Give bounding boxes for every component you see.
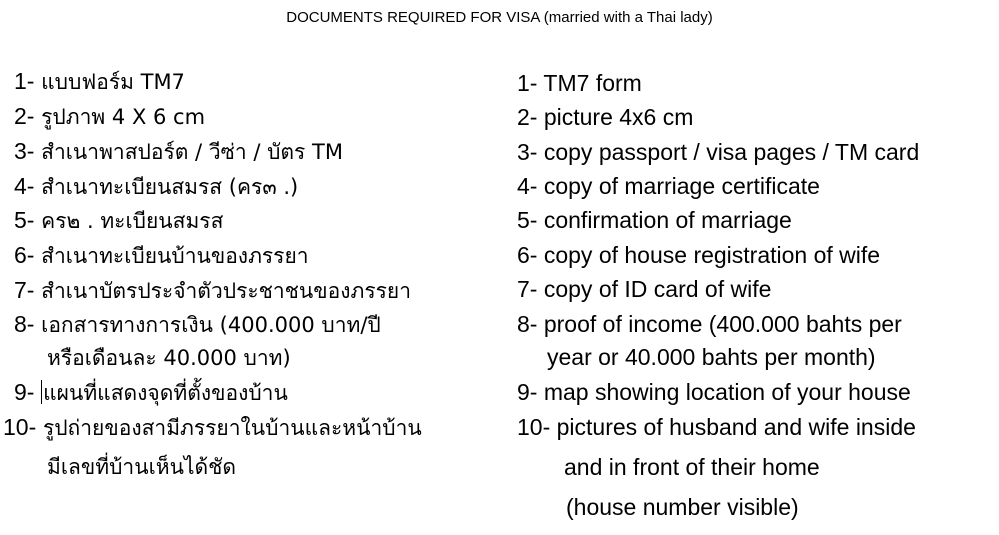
- english-item-8: 8- proof of income (400.000 bahts per: [517, 311, 902, 337]
- english-item-4: 4- copy of marriage certificate: [517, 173, 820, 199]
- english-item-10-cont2: (house number visible): [566, 494, 799, 520]
- english-item-10: 10- pictures of husband and wife inside: [517, 414, 916, 440]
- english-item-1: 1- TM7 form: [517, 70, 642, 96]
- thai-item-3: 3- สำเนาพาสปอร์ต / วีซ่า / บัตร TM: [14, 138, 343, 164]
- english-item-8-cont: year or 40.000 bahts per month): [547, 344, 876, 370]
- thai-item-10: 10- รูปถ่ายของสามีภรรยาในบ้านและหน้าบ้าน: [3, 414, 422, 440]
- thai-item-6: 6- สำเนาทะเบียนบ้านของภรรยา: [14, 242, 309, 268]
- english-item-6: 6- copy of house registration of wife: [517, 242, 881, 268]
- thai-item-9: 9- แผนที่แสดงจุดที่ตั้งของบ้าน: [14, 379, 288, 405]
- text-cursor: [41, 380, 42, 404]
- thai-item-8: 8- เอกสารทางการเงิน (400.000 บาท/ปี: [14, 311, 381, 337]
- english-item-5: 5- confirmation of marriage: [517, 207, 792, 233]
- thai-item-7: 7- สำเนาบัตรประจำตัวประชาชนของภรรยา: [14, 277, 411, 303]
- english-item-10-cont: and in front of their home: [564, 454, 820, 480]
- english-item-3: 3- copy passport / visa pages / TM card: [517, 139, 920, 165]
- thai-item-10-cont: มีเลขที่บ้านเห็นได้ชัด: [47, 455, 237, 479]
- thai-item-8-cont: หรือเดือนละ 40.000 บาท): [47, 346, 291, 370]
- english-item-7: 7- copy of ID card of wife: [517, 276, 772, 302]
- thai-item-4: 4- สำเนาทะเบียนสมรส (คร๓ .): [14, 173, 299, 199]
- page-title: DOCUMENTS REQUIRED FOR VISA (married with a Thai lady): [286, 9, 713, 26]
- thai-item-2: 2- รูปภาพ 4 X 6 cm: [14, 103, 206, 129]
- english-item-2: 2- picture 4x6 cm: [517, 104, 694, 130]
- thai-item-5: 5- คร๒ . ทะเบียนสมรส: [14, 207, 224, 233]
- thai-item-1: 1- แบบฟอร์ม TM7: [14, 68, 185, 94]
- english-item-9: 9- map showing location of your house: [517, 379, 911, 405]
